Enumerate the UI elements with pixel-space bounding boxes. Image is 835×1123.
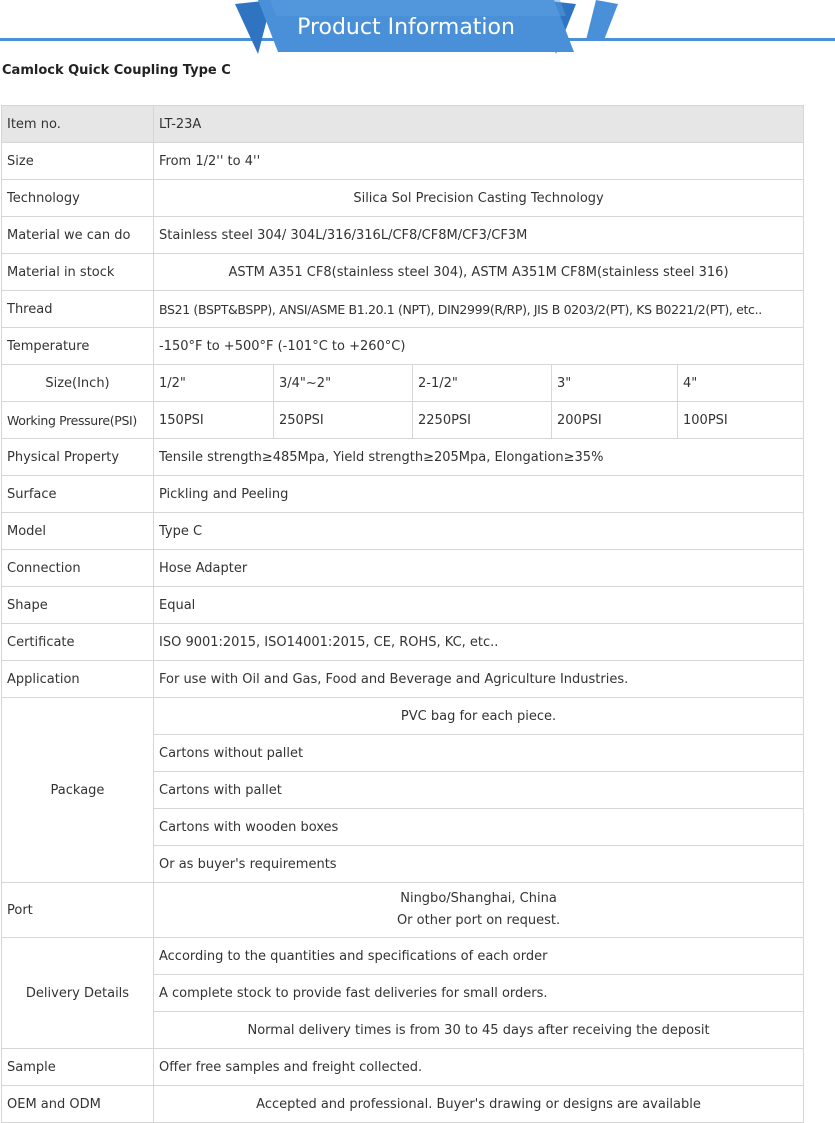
row-label: Delivery Details — [2, 938, 154, 1049]
table-row-delivery — [2, 938, 804, 975]
row-value: From 1/2'' to 4'' — [154, 143, 804, 180]
row-label: Certificate — [2, 624, 154, 661]
table-row-thread — [2, 291, 804, 328]
size-cell: 2-1/2" — [413, 365, 552, 402]
table-row-material-in-stock — [2, 254, 804, 291]
row-label: Package — [2, 698, 154, 883]
spec-table — [1, 105, 804, 1123]
delivery-detail: According to the quantities and specifications of each order — [154, 938, 804, 975]
pressure-cell: 200PSI — [552, 402, 678, 439]
row-value: For use with Oil and Gas, Food and Beverage and Agriculture Industries. — [154, 661, 804, 698]
table-row-port — [2, 883, 804, 938]
table-row-surface — [2, 476, 804, 513]
product-title: Camlock Quick Coupling Type C — [2, 63, 231, 78]
row-label: Size — [2, 143, 154, 180]
port-value — [154, 883, 804, 938]
row-value: LT-23A — [154, 106, 804, 143]
table-row-material-can-do — [2, 217, 804, 254]
row-value: Offer free samples and freight collected. — [154, 1049, 804, 1086]
row-value: Type C — [154, 513, 804, 550]
row-value: Pickling and Peeling — [154, 476, 804, 513]
row-label: Shape — [2, 587, 154, 624]
row-label: Port — [2, 883, 154, 938]
row-label: Application — [2, 661, 154, 698]
section-banner — [0, 0, 835, 60]
table-row-size-inch — [2, 365, 804, 402]
package-option: Cartons without pallet — [154, 735, 804, 772]
table-row-shape — [2, 587, 804, 624]
pressure-cell: 100PSI — [678, 402, 804, 439]
delivery-detail: A complete stock to provide fast deliveries for small orders. — [154, 975, 804, 1012]
row-value: ASTM A351 CF8(stainless steel 304), ASTM A351M CF8M(stainless steel 316) — [154, 254, 804, 291]
size-cell: 1/2" — [154, 365, 274, 402]
port-line-1: Ningbo/Shanghai, China — [400, 891, 557, 906]
table-row-sample — [2, 1049, 804, 1086]
row-value: -150°F to +500°F (-101°C to +260°C) — [154, 328, 804, 365]
row-label: Model — [2, 513, 154, 550]
port-line-2: Or other port on request. — [396, 913, 561, 928]
table-row-working-pressure — [2, 402, 804, 439]
size-cell: 4" — [678, 365, 804, 402]
pressure-cell: 250PSI — [274, 402, 413, 439]
package-option: Or as buyer's requirements — [154, 846, 804, 883]
row-label: Temperature — [2, 328, 154, 365]
row-label: Working Pressure(PSI) — [2, 402, 154, 439]
row-label: Thread — [2, 291, 154, 328]
package-option: Cartons with pallet — [154, 772, 804, 809]
table-row-application — [2, 661, 804, 698]
row-value: Tensile strength≥485Mpa, Yield strength≥205Mpa, Elongation≥35% — [154, 439, 804, 476]
row-label: Material we can do — [2, 217, 154, 254]
delivery-detail: Normal delivery times is from 30 to 45 days after receiving the deposit — [154, 1012, 804, 1049]
table-row-model — [2, 513, 804, 550]
row-label: Physical Property — [2, 439, 154, 476]
table-row-size — [2, 143, 804, 180]
row-label: Technology — [2, 180, 154, 217]
row-label: Sample — [2, 1049, 154, 1086]
row-label: OEM and ODM — [2, 1086, 154, 1123]
row-value: Accepted and professional. Buyer's drawing or designs are available — [154, 1086, 804, 1123]
row-label: Item no. — [2, 106, 154, 143]
table-row-technology — [2, 180, 804, 217]
size-cell: 3/4"~2" — [274, 365, 413, 402]
table-row-certificate — [2, 624, 804, 661]
table-row-temperature — [2, 328, 804, 365]
row-value: BS21 (BSPT&BSPP), ANSI/ASME B1.20.1 (NPT), DIN2999(R/RP), JIS B 0203/2(PT), KS B0221/2(PT), etc.. — [154, 291, 804, 328]
row-label: Surface — [2, 476, 154, 513]
row-value: Equal — [154, 587, 804, 624]
row-label: Material in stock — [2, 254, 154, 291]
pressure-cell: 2250PSI — [413, 402, 552, 439]
row-label: Size(Inch) — [2, 365, 154, 402]
row-value: Silica Sol Precision Casting Technology — [154, 180, 804, 217]
package-option: PVC bag for each piece. — [154, 698, 804, 735]
pressure-cell: 150PSI — [154, 402, 274, 439]
table-row-item-no — [2, 106, 804, 143]
row-label: Connection — [2, 550, 154, 587]
table-row-physical-property — [2, 439, 804, 476]
table-row-package — [2, 698, 804, 735]
table-row-connection — [2, 550, 804, 587]
row-value: Stainless steel 304/ 304L/316/316L/CF8/CF8M/CF3/CF3M — [154, 217, 804, 254]
row-value: ISO 9001:2015, ISO14001:2015, CE, ROHS, KC, etc.. — [154, 624, 804, 661]
row-value: Hose Adapter — [154, 550, 804, 587]
size-cell: 3" — [552, 365, 678, 402]
banner-title: Product Information — [297, 15, 515, 40]
package-option: Cartons with wooden boxes — [154, 809, 804, 846]
